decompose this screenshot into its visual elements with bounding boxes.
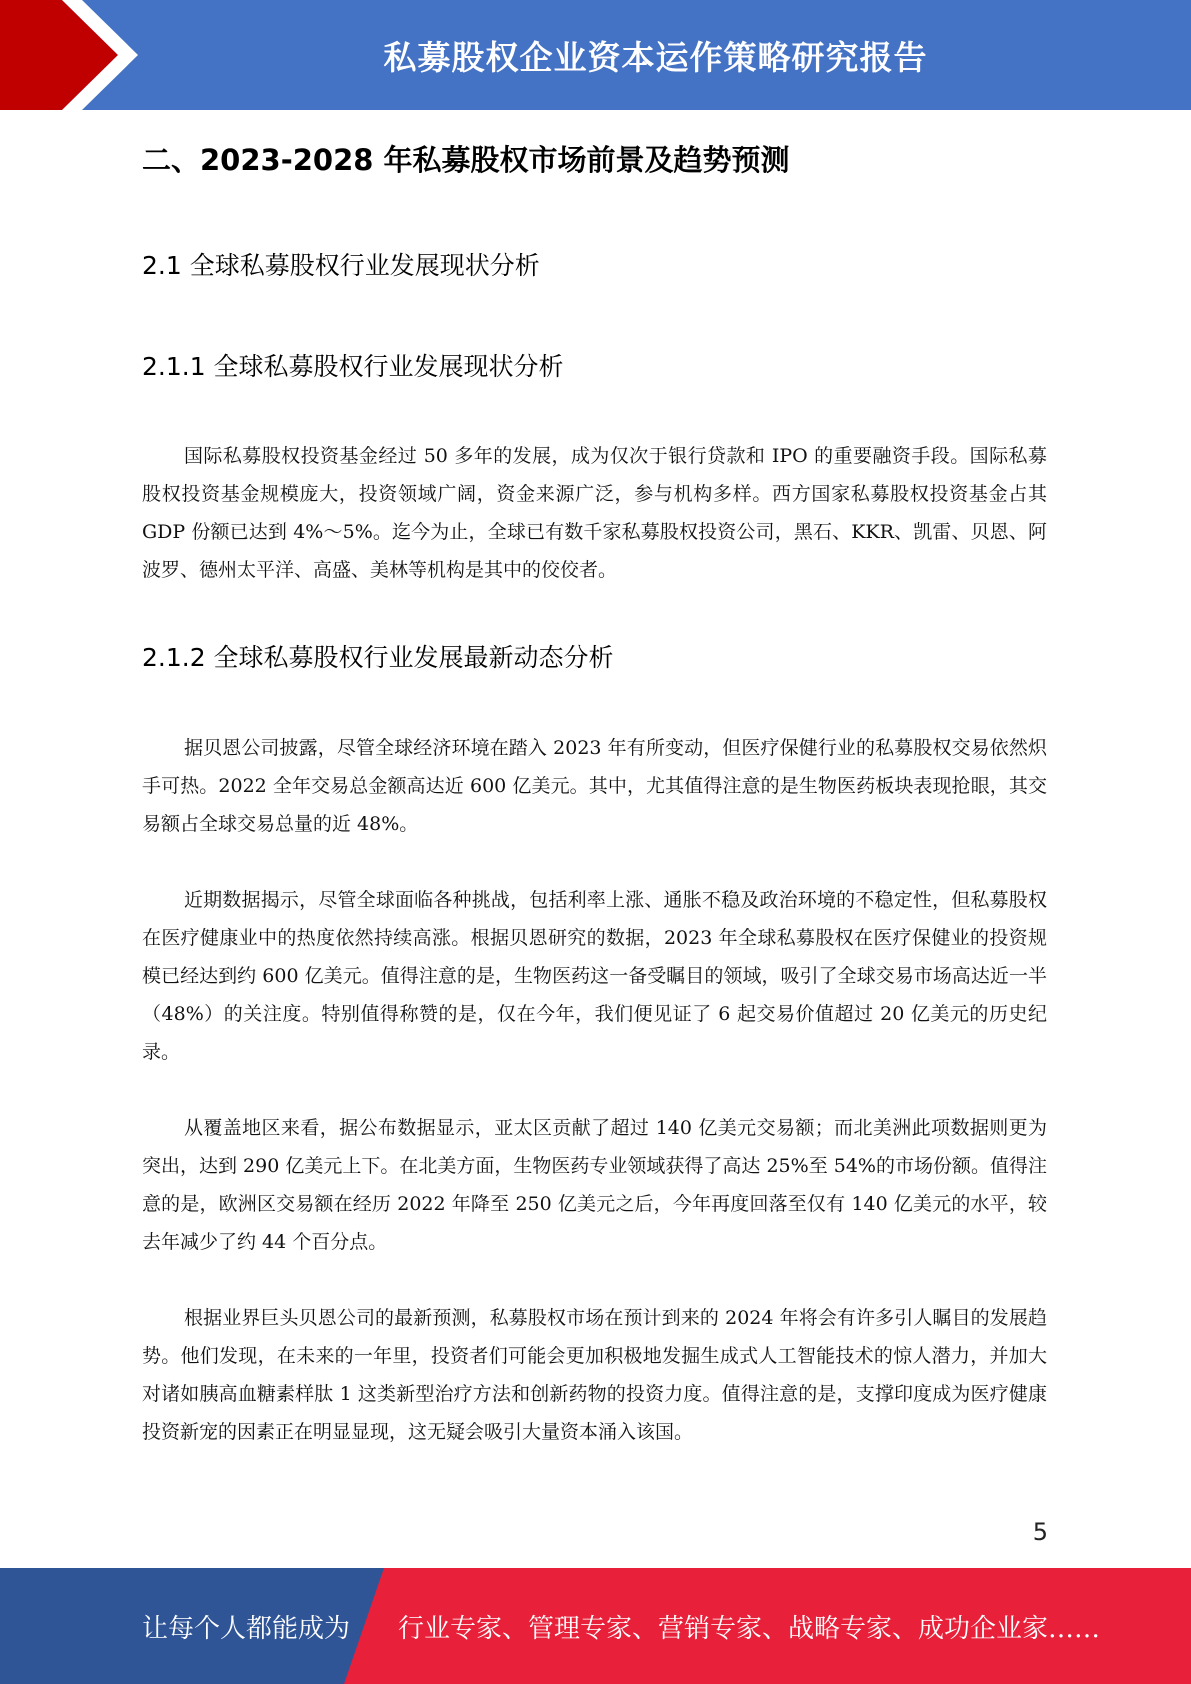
footer-banner xyxy=(0,1568,1191,1684)
report-title: 私募股权企业资本运作策略研究报告 xyxy=(383,37,928,77)
footer-slogan-right: 行业专家、管理专家、营销专家、战略专家、成功企业家…… xyxy=(398,1613,1101,1644)
paragraph-2-1-2-4: 根据业界巨头贝恩公司的最新预测，私募股权市场在预计到来的 2024 年将会有许多引人瞩目的发展趋势。他们发现，在未来的一年里，投资者们可能会更加积极地发掘生成式人工智能技术的惊人潜力，并加大对诸如胰高血糖素样肽 1 这类新型治疗方法和创新药物的投资力度。值得注意的是，支撑印度成为医疗健康投资新宠的因素正在明显显现，这无疑会吸引大量资本涌入该国。 xyxy=(142,1307,1047,1443)
paragraph-2-1-2-2: 近期数据揭示，尽管全球面临各种挑战，包括利率上涨、通胀不稳及政治环境的不稳定性，但私募股权在医疗健康业中的热度依然持续高涨。根据贝恩研究的数据，2023 年全球私募股权在医疗保健业的投资规模已经达到约 600 亿美元。值得注意的是，生物医药这一备受瞩目的领域，吸引了全球交易市场高达近一半（48%）的关注度。特别值得称赞的是，仅在今年，我们便见证了 6 起交易价值超过 20 亿美元的历史纪录。 xyxy=(142,889,1047,1063)
subsection-2-1-heading: 2.1 全球私募股权行业发展现状分析 xyxy=(142,251,540,280)
header-banner xyxy=(0,0,1191,110)
page-number: 5 xyxy=(1032,1518,1048,1546)
paragraph-2-1-2-1: 据贝恩公司披露，尽管全球经济环境在踏入 2023 年有所变动，但医疗保健行业的私募股权交易依然炽手可热。2022 全年交易总金额高达近 600 亿美元。其中，尤其值得注意的是生物医药板块表现抢眼，其交易额占全球交易总量的近 48%。 xyxy=(142,737,1047,835)
paragraph-2-1-2-3: 从覆盖地区来看，据公布数据显示，亚太区贡献了超过 140 亿美元交易额；而北美洲此项数据则更为突出，达到 290 亿美元上下。在北美方面，生物医药专业领域获得了高达 25%至 54%的市场份额。值得注意的是，欧洲区交易额在经历 2022 年降至 250 亿美元之后，今年再度回落至仅有 140 亿美元的水平，较去年减少了约 44 个百分点。 xyxy=(142,1117,1047,1253)
subsection-2-1-2-heading: 2.1.2 全球私募股权行业发展最新动态分析 xyxy=(142,643,614,672)
section-heading: 二、2023-2028 年私募股权市场前景及趋势预测 xyxy=(142,143,790,177)
footer-slogan-left: 让每个人都能成为 xyxy=(142,1613,351,1644)
subsection-2-1-1-heading: 2.1.1 全球私募股权行业发展现状分析 xyxy=(142,352,564,381)
paragraph-2-1-1-1: 国际私募股权投资基金经过 50 多年的发展，成为仅次于银行贷款和 IPO 的重要融资手段。国际私募股权投资基金规模庞大，投资领域广阔，资金来源广泛，参与机构多样。西方国家私募股权投资基金占其 GDP 份额已达到 4%～5%。迄今为止，全球已有数千家私募股权投资公司，黑石、KKR、凯雷、贝恩、阿波罗、德州太平洋、高盛、美林等机构是其中的佼佼者。 xyxy=(142,445,1047,581)
